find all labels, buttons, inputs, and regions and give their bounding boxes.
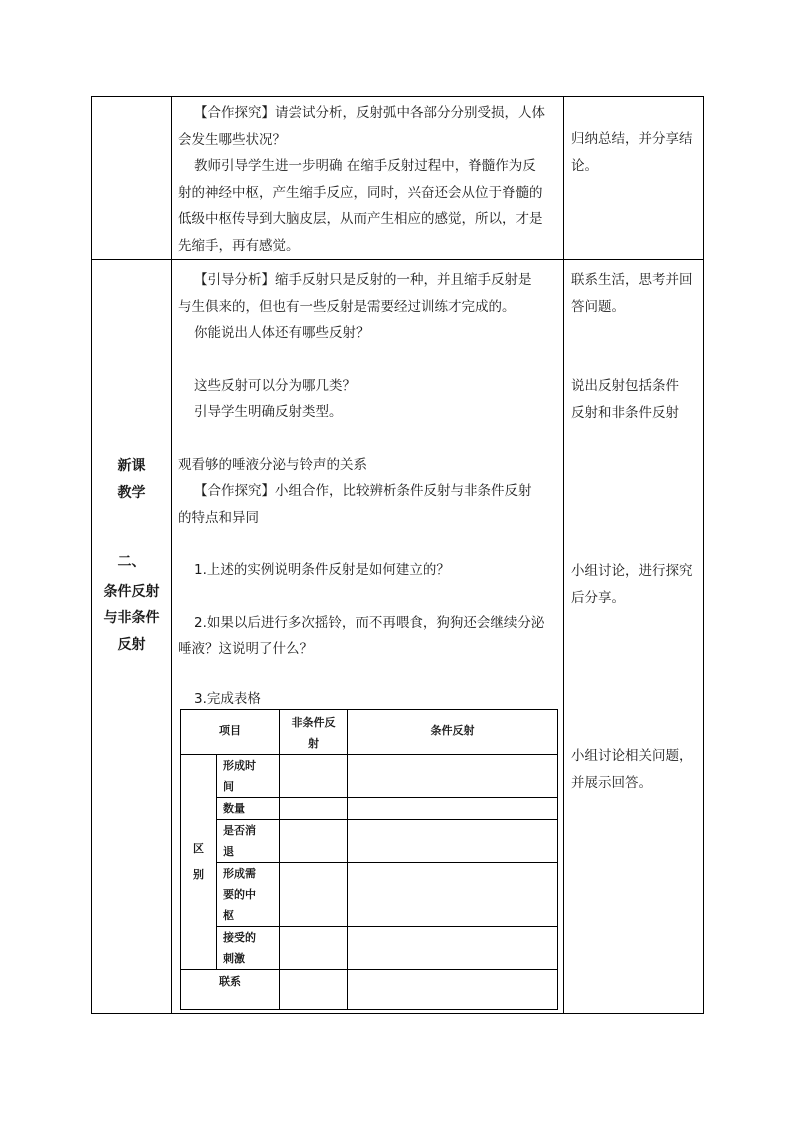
row1-student-cell [564, 97, 704, 260]
row1-content-cell [172, 97, 564, 260]
row-label-time-line-2: 间 [223, 779, 234, 793]
student-activity-3-line-2: 后分享。 [571, 589, 625, 606]
row2-content-cell [172, 260, 564, 1014]
header-item: 项目 [181, 709, 280, 754]
row2-line-4: 这些反射可以分为哪几类？ [194, 377, 356, 394]
header-unconditioned-line-2: 射 [308, 736, 319, 750]
cond-cell-link [348, 969, 558, 1009]
row-label-fade [217, 819, 280, 862]
row2-line-5: 引导学生明确反射类型。 [194, 404, 343, 420]
student-activity-4-line-2: 并展示回答。 [571, 774, 652, 791]
cond-cell-count [348, 797, 558, 819]
question-2-line-2: 唾液？这说明了什么？ [178, 641, 313, 657]
section-title-line-1: 新课 [117, 458, 146, 474]
part-title-line-2: 与非条件 [103, 610, 160, 626]
comparison-row-fade [181, 819, 558, 862]
lesson-plan-table [91, 96, 704, 1014]
row1-student-line-2: 论。 [571, 157, 598, 174]
section-title-line-2: 教学 [117, 484, 146, 501]
student-activity-1-line-2: 答问题。 [571, 298, 625, 315]
uncond-cell-time [280, 754, 348, 797]
difference-group-label [181, 754, 217, 969]
header-unconditioned [280, 709, 348, 754]
row2-line-6: 观看够的唾液分泌与铃声的关系 [178, 456, 367, 473]
row-label-stimulus-line-2: 刺激 [223, 951, 245, 965]
cond-cell-time [348, 754, 558, 797]
row1-line-4: 射的神经中枢，产生缩手反应，同时，兴奋还会从位于脊髓的 [178, 184, 543, 201]
comparison-header-row [181, 709, 558, 754]
student-activity-2-line-1: 说出反射包括条件 [571, 378, 679, 394]
student-activity-2-line-2: 反射和非条件反射 [571, 404, 679, 421]
row2-line-2: 与生俱来的，但也有一些反射是需要经过训练才完成的。 [178, 298, 516, 315]
difference-label-2: 别 [193, 868, 204, 881]
row-label-link: 联系 [181, 969, 280, 1009]
row-label-fade-line-1: 是否消 [223, 823, 256, 837]
row1-line-1: 【合作探究】请尝试分析，反射弧中各部分分别受损，人体 [194, 105, 545, 121]
row-label-center-line-3: 枢 [223, 908, 234, 922]
student-activity-1-line-1: 联系生活，思考并回 [571, 272, 693, 288]
row1-line-6: 先缩手，再有感觉。 [178, 237, 300, 254]
uncond-cell-fade [280, 819, 348, 862]
row1-left-cell [92, 97, 172, 260]
part-title-line-3: 反射 [117, 636, 146, 653]
row2-student-cell [564, 260, 704, 1014]
reflex-comparison-table [180, 709, 558, 1010]
student-activity-3-line-1: 小组讨论，进行探究 [571, 563, 693, 579]
lesson-row-2 [92, 260, 704, 1014]
row1-line-5: 低级中枢传导到大脑皮层，从而产生相应的感觉，所以，才是 [178, 211, 543, 227]
row1-line-2: 会发生哪些状况？ [178, 131, 286, 148]
header-conditioned: 条件反射 [348, 709, 558, 754]
row2-line-7: 【合作探究】小组合作，比较辨析条件反射与非条件反射 [194, 483, 532, 499]
part-title-line-1: 条件反射 [103, 583, 160, 600]
comparison-row-time [181, 754, 558, 797]
header-unconditioned-line-1: 非条件反 [291, 715, 336, 729]
row-label-stimulus [217, 926, 280, 969]
uncond-cell-center [280, 862, 348, 926]
row-label-count: 数量 [217, 797, 280, 819]
difference-label-1: 区 [193, 842, 204, 855]
comparison-row-center [181, 862, 558, 926]
row2-left-cell [92, 260, 172, 1014]
row-label-time [217, 754, 280, 797]
row-label-time-line-1: 形成时 [223, 758, 256, 772]
comparison-row-stimulus [181, 926, 558, 969]
comparison-row-link [181, 969, 558, 1009]
uncond-cell-count [280, 797, 348, 819]
row1-line-3: 教师引导学生进一步明确 在缩手反射过程中，脊髓作为反 [194, 158, 536, 174]
lesson-row-1 [92, 97, 704, 260]
student-activity-4-line-1: 小组讨论相关问题， [571, 748, 693, 764]
cond-cell-stimulus [348, 926, 558, 969]
cond-cell-fade [348, 819, 558, 862]
question-2-line-1: 2.如果以后进行多次摇铃，而不再喂食，狗狗还会继续分泌 [194, 614, 545, 631]
row-label-center-line-2: 要的中 [223, 887, 256, 901]
row-label-center-line-1: 形成需 [223, 866, 256, 880]
row2-line-3: 你能说出人体还有哪些反射？ [194, 325, 370, 341]
row-label-center [217, 862, 280, 926]
row-label-stimulus-line-1: 接受的 [223, 930, 256, 944]
cond-cell-center [348, 862, 558, 926]
uncond-cell-stimulus [280, 926, 348, 969]
row-label-fade-line-2: 退 [223, 844, 234, 858]
uncond-cell-link [280, 969, 348, 1009]
comparison-row-count [181, 797, 558, 819]
question-1: 1.上述的实例说明条件反射是如何建立的？ [194, 562, 450, 578]
row1-student-line-1: 归纳总结，并分享结 [571, 131, 693, 147]
part-number: 二、 [117, 554, 146, 570]
row2-line-1: 【引导分析】缩手反射只是反射的一种，并且缩手反射是 [194, 272, 532, 288]
row2-line-8: 的特点和异同 [178, 509, 259, 526]
question-3: 3.完成表格 [194, 690, 261, 707]
